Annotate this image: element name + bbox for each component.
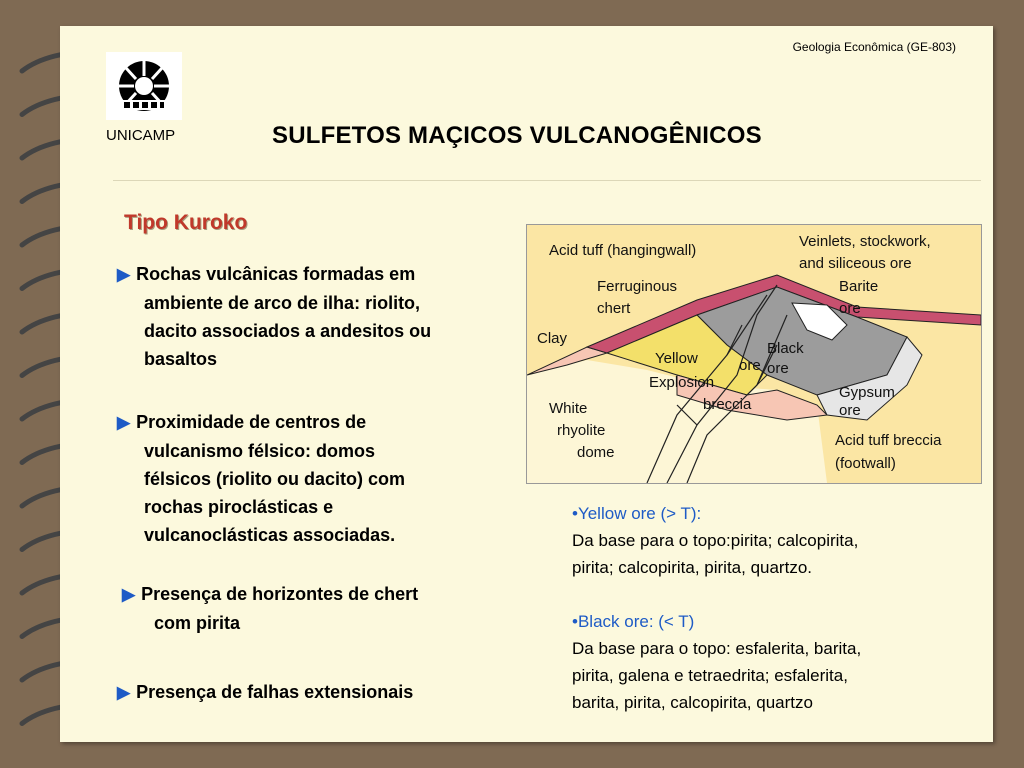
label-gypsum-1: Gypsum — [839, 384, 895, 401]
course-label: Geologia Econômica (GE-803) — [792, 40, 956, 54]
yellow-ore-heading: •Yellow ore (> T): — [572, 504, 702, 523]
label-footwall-2: (footwall) — [835, 455, 896, 472]
label-acid-tuff-hanging: Acid tuff (hangingwall) — [549, 242, 697, 259]
label-barite-1: Barite — [839, 278, 879, 295]
section-subtitle: Tipo Kuroko — [124, 211, 248, 234]
bullet-3: ▶ Presença de horizontes de chert com pirita — [122, 584, 419, 633]
label-footwall-1: Acid tuff breccia — [835, 432, 942, 449]
kuroko-diagram-svg — [527, 225, 981, 483]
label-veinlets-2: and siliceous ore — [799, 255, 912, 272]
bullet-4: ▶ Presença de falhas extensionais — [117, 682, 414, 702]
label-black-2: ore — [767, 360, 789, 377]
label-barite-2: ore — [839, 300, 861, 317]
label-ferruginous-1: Ferruginous — [597, 278, 678, 295]
label-white-3: dome — [577, 444, 615, 461]
label-black-1: Black — [767, 340, 804, 357]
black-ore-line-2: pirita, galena e tetraedrita; esfalerita, — [572, 666, 848, 685]
label-white-1: White — [549, 400, 588, 417]
label-clay: Clay — [537, 330, 568, 347]
label-explosion-2: breccia — [703, 396, 752, 413]
label-yellow-1: Yellow — [655, 350, 698, 367]
label-explosion-1: Explosion — [649, 374, 715, 391]
institution-label: UNICAMP — [106, 127, 176, 144]
ore-notes — [572, 500, 861, 716]
yellow-ore-line-2: pirita; calcopirita, pirita, quartzo. — [572, 558, 812, 577]
black-ore-line-1: Da base para o topo: esfalerita, barita, — [572, 639, 862, 658]
bullet-triangle-icon: ▶ — [122, 585, 136, 604]
black-ore-line-3: barita, pirita, calcopirita, quartzo — [572, 693, 813, 712]
bullet-triangle-icon: ▶ — [117, 413, 131, 432]
bullet-triangle-icon: ▶ — [117, 265, 131, 284]
unicamp-logo — [106, 52, 182, 120]
label-veinlets-1: Veinlets, stockwork, — [799, 233, 931, 250]
label-gypsum-2: ore — [839, 402, 861, 419]
bullet-1: ▶ Rochas vulcânicas formadas em ambiente de arco de ilha: riolito, dacito associados a andesitos ou basaltos — [117, 264, 432, 369]
bullet-triangle-icon: ▶ — [117, 683, 131, 702]
label-ferruginous-2: chert — [597, 300, 631, 317]
label-white-2: rhyolite — [557, 422, 606, 439]
title-divider — [113, 180, 981, 181]
black-ore-heading: •Black ore: (< T) — [572, 612, 695, 631]
page-title: SULFETOS MAÇICOS VULCANOGÊNICOS — [272, 122, 762, 149]
label-yellow-2: ore — [739, 357, 761, 374]
kuroko-cross-section-diagram — [526, 224, 982, 484]
bullet-2: ▶ Proximidade de centros de vulcanismo félsico: domos félsicos (riolito ou dacito) com rochas piroclásticas e vulcanoclásticas associadas. — [117, 412, 406, 545]
yellow-ore-line-1: Da base para o topo:pirita; calcopirita, — [572, 531, 859, 550]
unicamp-logo-icon — [106, 52, 182, 120]
